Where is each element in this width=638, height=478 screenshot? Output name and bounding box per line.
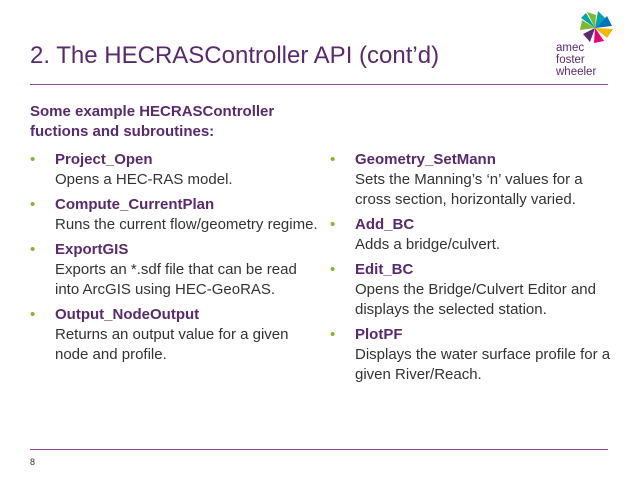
function-description: Returns an output value for a given node and profile. <box>55 326 289 363</box>
function-item-output-nodeoutput <box>30 305 320 365</box>
footer-divider <box>30 449 608 450</box>
function-name: Compute_CurrentPlan <box>55 196 215 213</box>
slide-title: 2. The HECRASController API (cont’d) <box>30 42 440 69</box>
function-name: PlotPF <box>355 326 403 343</box>
function-name: Add_BC <box>355 216 415 233</box>
title-divider <box>30 84 608 85</box>
bullet-icon: • <box>330 326 336 343</box>
function-name: Geometry_SetMann <box>355 151 496 168</box>
function-description: Adds a bridge/culvert. <box>355 236 501 253</box>
function-name: ExportGIS <box>55 241 129 258</box>
function-item-edit-bc <box>330 260 620 320</box>
function-description: Opens a HEC-RAS model. <box>55 171 233 188</box>
company-logo <box>556 10 634 80</box>
function-description: Sets the Manning’s ‘n’ values for a cross section, horizontally varied. <box>355 171 583 208</box>
page-number: 8 <box>30 457 36 467</box>
bullet-icon: • <box>330 216 336 233</box>
bullet-icon: • <box>330 151 336 168</box>
bullet-icon: • <box>330 261 336 278</box>
intro-heading: Some example HECRASController fuctions and subroutines: <box>30 103 275 140</box>
bullet-icon: • <box>30 306 36 323</box>
logo-mark-icon <box>574 10 616 46</box>
function-item-geometry-setmann <box>330 150 620 210</box>
function-item-project-open <box>30 150 320 190</box>
left-function-list <box>30 150 320 370</box>
function-description: Displays the water surface profile for a given River/Reach. <box>355 346 611 383</box>
logo-line-foster: foster <box>556 54 585 66</box>
bullet-icon: • <box>30 196 36 213</box>
logo-line-wheeler: wheeler <box>556 66 597 78</box>
function-name: Edit_BC <box>355 261 414 278</box>
logo-line-amec: amec <box>556 42 585 54</box>
right-function-list <box>330 150 620 390</box>
function-description: Runs the current flow/geometry regime. <box>55 216 318 233</box>
function-item-add-bc <box>330 215 620 255</box>
function-description: Exports an *.sdf file that can be read into ArcGIS using HEC-GeoRAS. <box>55 261 297 298</box>
function-description: Opens the Bridge/Culvert Editor and displays the selected station. <box>355 281 596 318</box>
function-name: Project_Open <box>55 151 153 168</box>
function-item-exportgis <box>30 240 320 300</box>
function-item-compute-currentplan <box>30 195 320 235</box>
function-item-plotpf <box>330 325 620 385</box>
bullet-icon: • <box>30 151 36 168</box>
logo-wordmark <box>556 42 596 78</box>
function-name: Output_NodeOutput <box>55 306 200 323</box>
bullet-icon: • <box>30 241 36 258</box>
